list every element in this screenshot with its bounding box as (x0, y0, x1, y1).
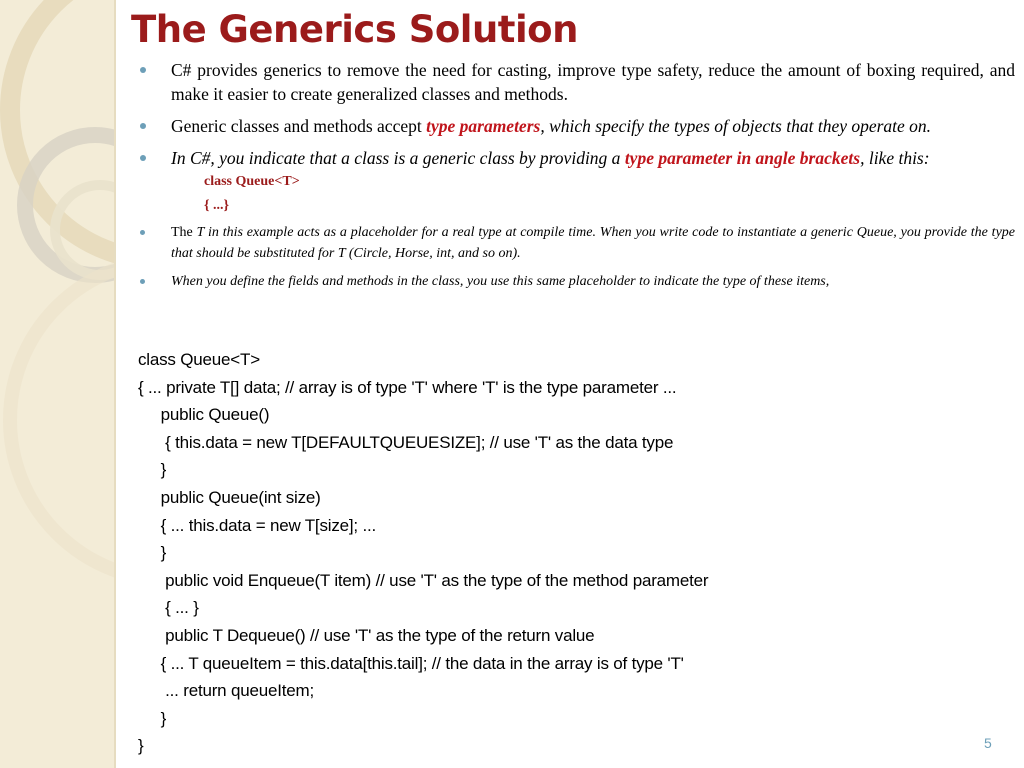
bullet-text: In C#, you indicate that a class is a generic class by providing a (171, 148, 625, 168)
bullet-list (140, 58, 1015, 292)
code-line: { ... } (138, 598, 199, 618)
code-line: public Queue(int size) (138, 487, 321, 507)
page-number: 5 (984, 735, 992, 751)
decorative-swirl-graphic (0, 0, 114, 768)
bullet-dot (140, 230, 145, 235)
bullet-text: , like this: (860, 148, 930, 168)
code-line: { ... private T[] data; // array is of type 'T' where 'T' is the type parameter ... (138, 377, 677, 397)
keyword-type-parameters: type parameters (426, 116, 541, 136)
code-line: public Queue() (138, 405, 270, 425)
bullet-text: , which specify the types of objects that they operate on. (540, 116, 932, 136)
bullet-dot (140, 279, 145, 284)
bullet-item (140, 222, 1015, 264)
bullet-item (140, 271, 1015, 292)
code-line: { ... this.data = new T[size]; ... (138, 515, 377, 535)
bullet-text: When you define the fields and methods in the class, you use this same placeholder to indicate the type of these items, (171, 274, 830, 289)
decorative-side-panel (0, 0, 114, 768)
code-line: class Queue<T> (138, 350, 260, 369)
bullet-item (140, 146, 1015, 170)
code-block (138, 346, 708, 760)
bullet-dot (140, 67, 146, 73)
slide-title: The Generics Solution (131, 8, 578, 51)
bullet-dot (140, 123, 146, 129)
code-line: } (138, 708, 167, 728)
code-line: } (138, 460, 167, 480)
code-line: ... return queueItem; (138, 681, 315, 701)
code-line: { this.data = new T[DEFAULTQUEUESIZE]; // use 'T' as the data type (138, 432, 674, 452)
code-line: public T Dequeue() // use 'T' as the type of the return value (138, 625, 595, 645)
keyword-angle-brackets: type parameter in angle brackets (624, 148, 861, 168)
bullet-item (140, 114, 1015, 138)
code-line: { ... T queueItem = this.data[this.tail]; // the data in the array is of type 'T' (138, 653, 684, 673)
bullet-text: The (171, 225, 197, 240)
code-line: } (138, 736, 144, 756)
bullet-text: T in this example acts as a placeholder for a real type at compile time. When you write code to instantiate a generic Queue, you provide the type that should be substituted for T (Circle, Horse, int, and so on). (171, 225, 1016, 261)
side-panel-edge (114, 0, 116, 768)
code-line: } (138, 543, 167, 563)
bullet-dot (140, 155, 146, 161)
code-line: public void Enqueue(T item) // use 'T' as the type of the method parameter (138, 570, 709, 590)
example-code-line: class Queue<T> (204, 174, 300, 189)
bullet-text: C# provides generics to remove the need for casting, improve type safety, reduce the amount of boxing required, and make it easier to create generalized classes and methods. (171, 60, 1015, 104)
example-code-line: { ...} (204, 198, 230, 213)
bullet-text: Generic classes and methods accept (171, 116, 427, 136)
bullet-item (140, 58, 1015, 106)
